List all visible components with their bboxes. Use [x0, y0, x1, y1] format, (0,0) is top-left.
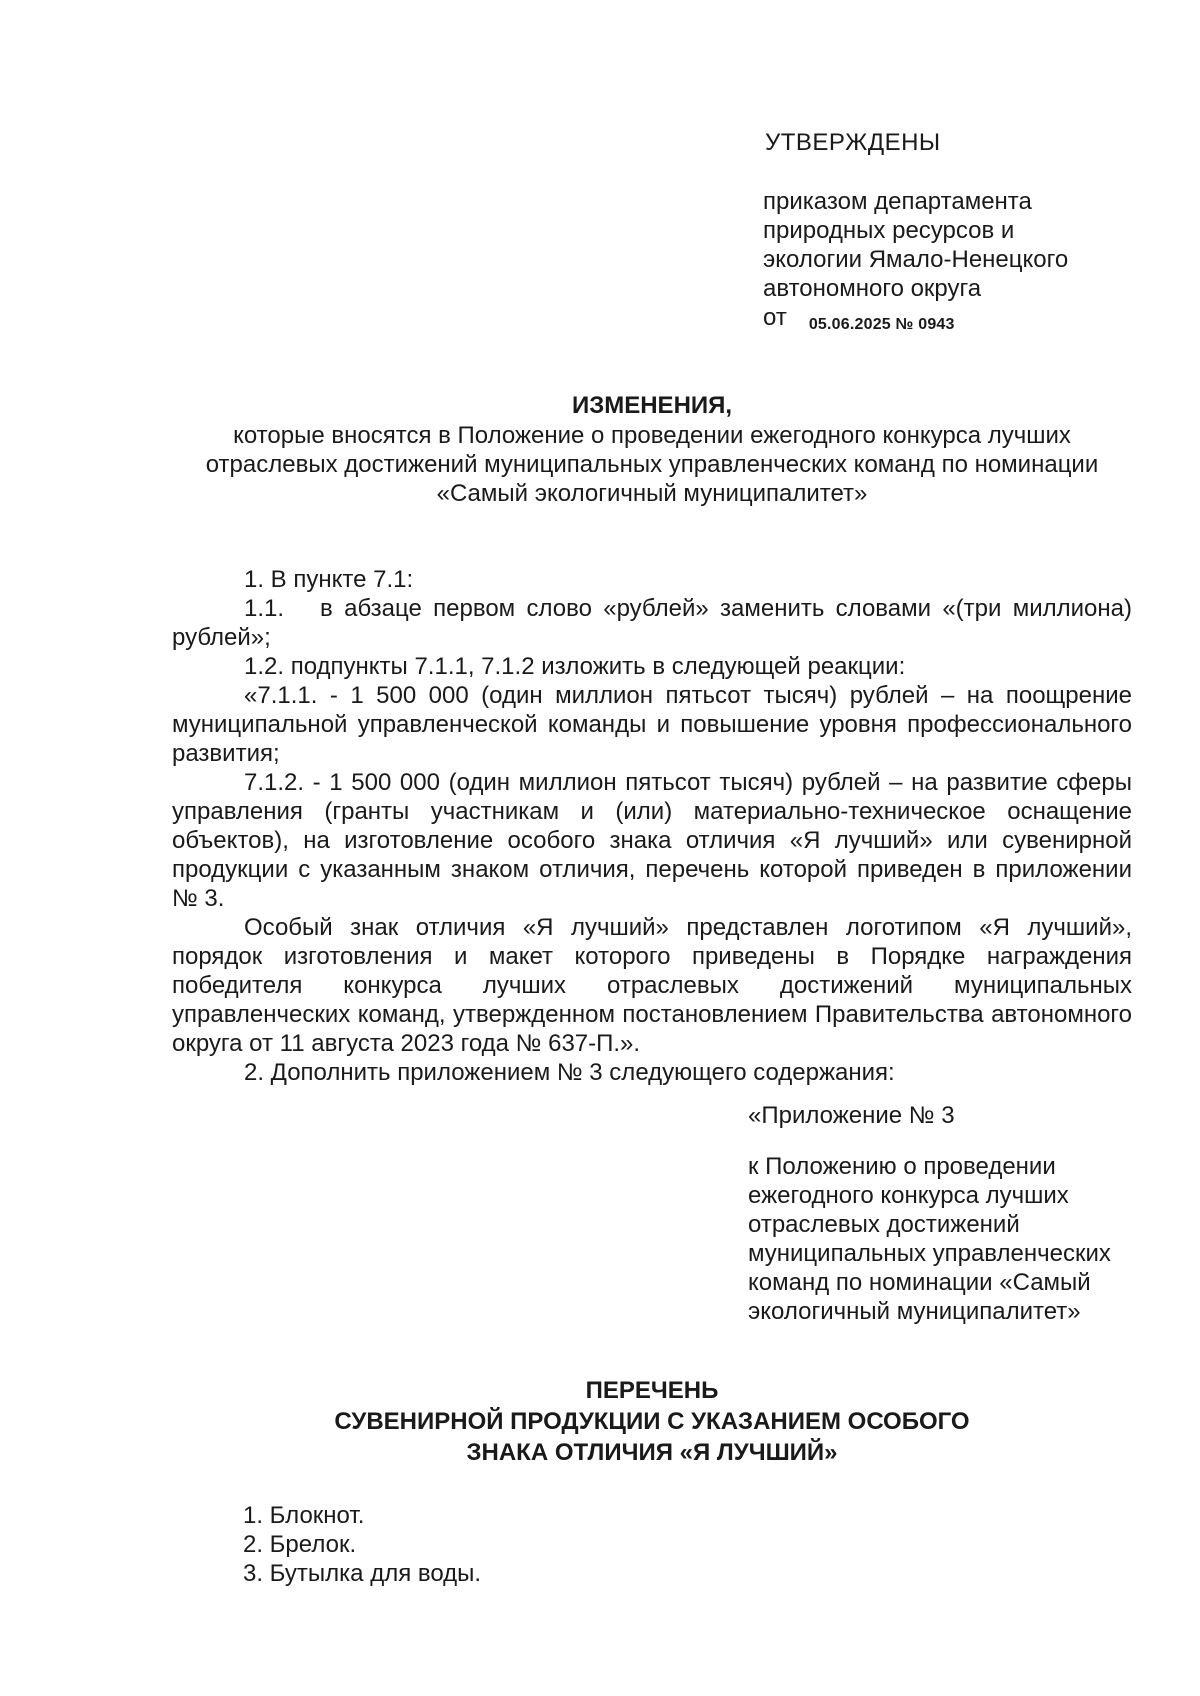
paragraph-1-1 — [172, 594, 1132, 652]
list-item: 2. Брелок. — [243, 1531, 357, 1558]
approval-line: природных ресурсов и — [763, 217, 1015, 244]
paragraph-1-2: 1.2. подпункты 7.1.1, 7.1.2 изложить в следующей реакции: — [244, 653, 906, 680]
subtitle-line: отраслевых достижений муниципальных управленческих команд по номинации — [205, 451, 1099, 478]
list-item: 3. Бутылка для воды. — [243, 1560, 482, 1587]
list-item: 1. Блокнот. — [243, 1502, 365, 1529]
order-number-stamp: 05.06.2025 № 0943 — [808, 316, 955, 333]
approval-heading: УТВЕРЖДЕНЫ — [765, 129, 941, 156]
subtitle-line: «Самый экологичный муниципалитет» — [436, 480, 868, 507]
appendix-reference — [748, 1152, 1148, 1326]
approval-block — [763, 187, 1143, 335]
approval-line: приказом департамента — [763, 188, 1032, 215]
paragraph-1: 1. В пункте 7.1: — [244, 566, 414, 593]
list-subtitle-line: СУВЕНИРНОЙ ПРОДУКЦИИ С УКАЗАНИЕМ ОСОБОГО — [334, 1408, 970, 1435]
appendix-line: отраслевых достижений — [748, 1211, 1020, 1238]
paragraph-1-1-number: 1.1. — [244, 595, 285, 622]
approval-line: автономного округа — [763, 275, 982, 302]
list-subtitle-line: ЗНАКА ОТЛИЧИЯ «Я ЛУЧШИЙ» — [466, 1439, 838, 1466]
appendix-heading: «Приложение № 3 — [748, 1102, 955, 1129]
paragraph-1-1-text: в абзаце первом слово «рублей» заменить словами «(три миллиона) рублей»; — [172, 595, 1132, 651]
document-subtitle — [172, 421, 1132, 508]
subtitle-line: которые вносятся в Положение о проведении ежегодного конкурса лучших — [233, 422, 1071, 449]
appendix-line: экологичный муниципалитет» — [748, 1298, 1081, 1325]
paragraph-special-sign: Особый знак отличия «Я лучший» представлен логотипом «Я лучший», порядок изготовления и макет которого приведены в Порядке награждения победителя конкурса лучших отраслевых достижений муниципальных управленческих команд, утвержденном постановлением Правительства автономного округа от 11 августа 2023 года № 637-П.». — [172, 914, 1132, 1057]
document-title: ИЗМЕНЕНИЯ, — [571, 392, 733, 419]
appendix-line: ежегодного конкурса лучших — [748, 1182, 1069, 1209]
appendix-line: команд по номинации «Самый — [748, 1269, 1091, 1296]
souvenir-list — [243, 1501, 481, 1588]
order-date-line — [763, 303, 1143, 335]
paragraph-7-1-1: «7.1.1. - 1 500 000 (один миллион пятьсот тысяч) рублей – на поощрение муниципальной управленческой команды и повышение уровня профессионального развития; — [172, 682, 1132, 767]
paragraph-7-1-2: 7.1.2. - 1 500 000 (один миллион пятьсот тысяч) рублей – на развитие сферы управления (гранты участникам и (или) материально-техническое оснащение объектов), на изготовление особого знака отличия «Я лучший» или сувенирной продукции с указанным знаком отличия, перечень которой приведен в приложении № 3. — [172, 769, 1132, 912]
appendix-line: к Положению о проведении — [748, 1153, 1056, 1180]
appendix-line: муниципальных управленческих — [748, 1240, 1111, 1267]
approval-line: экологии Ямало-Ненецкого — [763, 246, 1069, 273]
document-body — [172, 565, 1132, 1087]
paragraph-2: 2. Дополнить приложением № 3 следующего содержания: — [244, 1059, 895, 1086]
list-title: ПЕРЕЧЕНЬ — [585, 1377, 719, 1404]
from-label: от — [763, 304, 787, 331]
